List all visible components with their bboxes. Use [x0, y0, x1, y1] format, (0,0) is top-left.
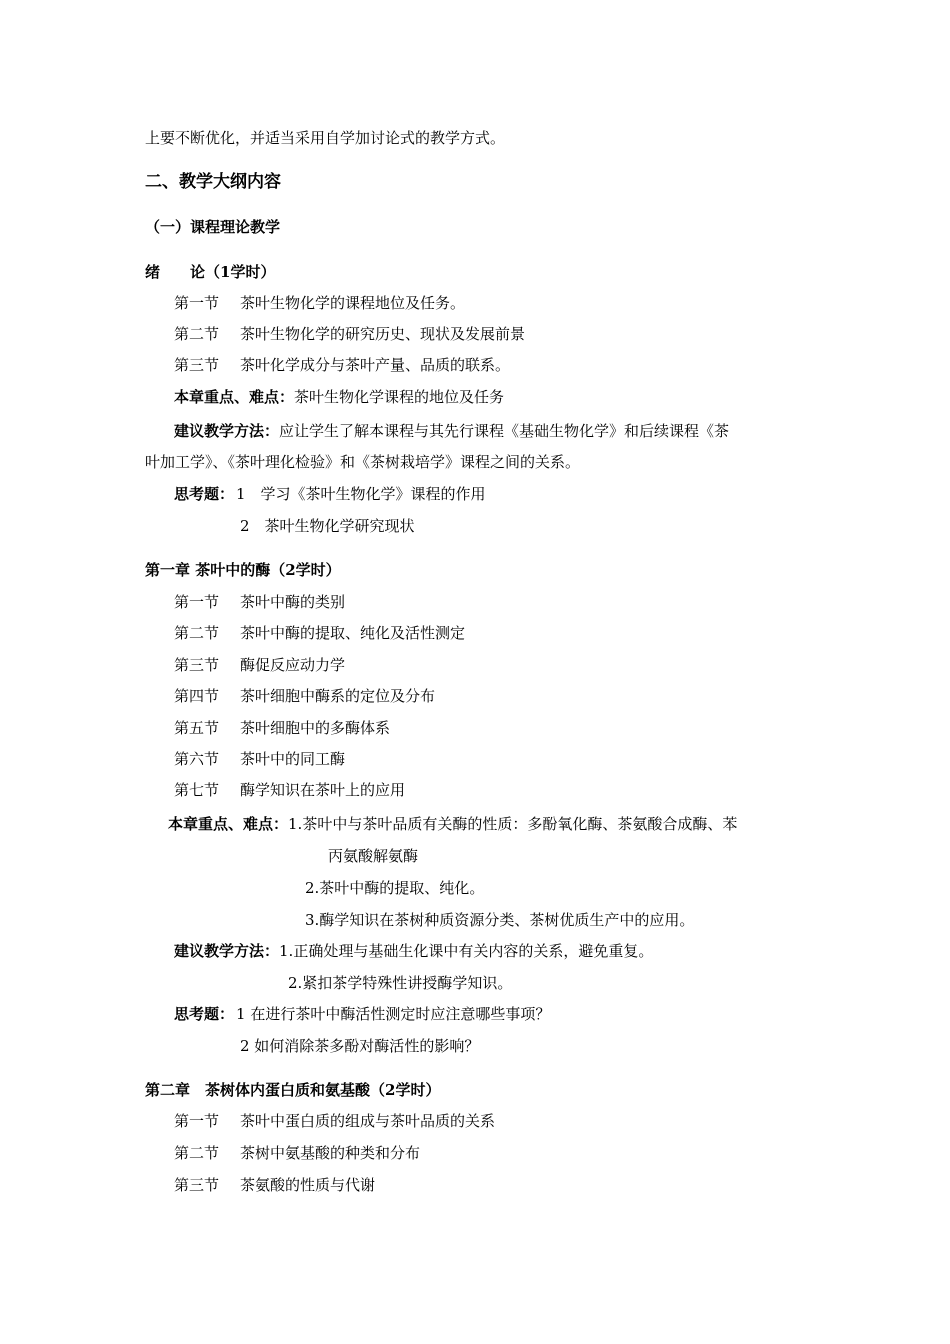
list-item — [174, 749, 345, 769]
section-number: 第七节 — [174, 781, 220, 799]
list-item — [174, 324, 525, 344]
section-number: 第二节 — [174, 325, 220, 343]
questions — [174, 484, 486, 504]
question-item: 1 学习《茶叶生物化学》课程的作用 — [236, 485, 486, 503]
question-item: 1 在进行茶叶中酶活性测定时应注意哪些事项？ — [236, 1005, 551, 1023]
key-points-label: 本章重点、难点： — [174, 388, 295, 406]
teaching-method — [174, 421, 729, 441]
section-text: 茶叶中的同工酶 — [240, 750, 346, 768]
key-points-item: 2.茶叶中酶的提取、纯化。 — [305, 879, 485, 897]
questions — [174, 1004, 550, 1024]
key-points-item: 3.酶学知识在茶树种质资源分类、茶树优质生产中的应用。 — [305, 911, 695, 929]
section-text: 茶叶化学成分与茶叶产量、品质的联系。 — [240, 356, 511, 374]
intro-chapter-title: 绪 论（1学时） — [145, 263, 276, 281]
list-item — [174, 1143, 420, 1163]
section-text: 茶氨酸的性质与代谢 — [240, 1176, 376, 1194]
teaching-method — [174, 941, 653, 961]
key-points-text: 茶叶生物化学课程的地位及任务 — [294, 388, 505, 406]
section-text: 茶叶中酶的提取、纯化及活性测定 — [240, 624, 466, 642]
section-text: 茶树中氨基酸的种类和分布 — [240, 1144, 421, 1162]
section-text: 茶叶细胞中酶系的定位及分布 — [240, 687, 436, 705]
list-item — [174, 355, 510, 375]
key-points-label: 本章重点、难点： — [168, 815, 289, 833]
subsection-title: （一）课程理论教学 — [145, 218, 281, 236]
section-number: 第三节 — [174, 1176, 220, 1194]
teaching-method-continuation: 叶加工学》、《茶叶理化检验》和《茶树栽培学》课程之间的关系。 — [145, 453, 581, 471]
section-number: 第二节 — [174, 1144, 220, 1162]
chapter-2-title: 第二章 茶树体内蛋白质和氨基酸（2学时） — [145, 1081, 441, 1099]
questions-label: 思考题： — [174, 485, 235, 503]
list-item — [174, 293, 465, 313]
section-number: 第六节 — [174, 750, 220, 768]
section-number: 第一节 — [174, 1112, 220, 1130]
key-points — [174, 387, 504, 407]
list-item — [174, 718, 390, 738]
key-points-continuation: 丙氨酸解氨酶 — [328, 847, 419, 865]
question-item: 2 如何消除茶多酚对酶活性的影响？ — [240, 1037, 480, 1055]
list-item — [174, 655, 345, 675]
teaching-method-item: 2.紧扣茶学特殊性讲授酶学知识。 — [288, 974, 513, 992]
section-text: 茶叶生物化学的研究历史、现状及发展前景 — [240, 325, 526, 343]
section-number: 第一节 — [174, 294, 220, 312]
section-number: 第五节 — [174, 719, 220, 737]
question-item: 2 茶叶生物化学研究现状 — [240, 517, 415, 535]
section-text: 酶学知识在茶叶上的应用 — [240, 781, 406, 799]
key-points — [168, 814, 737, 834]
intro-tail-text: 上要不断优化，并适当采用自学加讨论式的教学方式。 — [145, 129, 506, 147]
list-item — [174, 623, 465, 643]
questions-label: 思考题： — [174, 1005, 235, 1023]
list-item — [174, 1111, 495, 1131]
section-number: 第三节 — [174, 356, 220, 374]
section-text: 酶促反应动力学 — [240, 656, 346, 674]
list-item — [174, 686, 435, 706]
section-title: 二、教学大纲内容 — [145, 172, 281, 192]
list-item — [174, 1175, 375, 1195]
key-points-text: 1.茶叶中与茶叶品质有关酶的性质：多酚氧化酶、茶氨酸合成酶、苯 — [288, 815, 738, 833]
teaching-method-text: 1.正确处理与基础生化课中有关内容的关系，避免重复。 — [279, 942, 654, 960]
section-text: 茶叶细胞中的多酶体系 — [240, 719, 391, 737]
section-text: 茶叶中酶的类别 — [240, 593, 346, 611]
section-number: 第一节 — [174, 593, 220, 611]
section-text: 茶叶生物化学的课程地位及任务。 — [240, 294, 466, 312]
teaching-method-label: 建议教学方法： — [174, 422, 280, 440]
teaching-method-text: 应让学生了解本课程与其先行课程《基础生物化学》和后续课程《茶 — [279, 422, 730, 440]
section-number: 第二节 — [174, 624, 220, 642]
section-number: 第三节 — [174, 656, 220, 674]
list-item — [174, 780, 405, 800]
teaching-method-label: 建议教学方法： — [174, 942, 280, 960]
list-item — [174, 592, 345, 612]
section-number: 第四节 — [174, 687, 220, 705]
chapter-1-title: 第一章 茶叶中的酶（2学时） — [145, 561, 341, 579]
section-text: 茶叶中蛋白质的组成与茶叶品质的关系 — [240, 1112, 496, 1130]
